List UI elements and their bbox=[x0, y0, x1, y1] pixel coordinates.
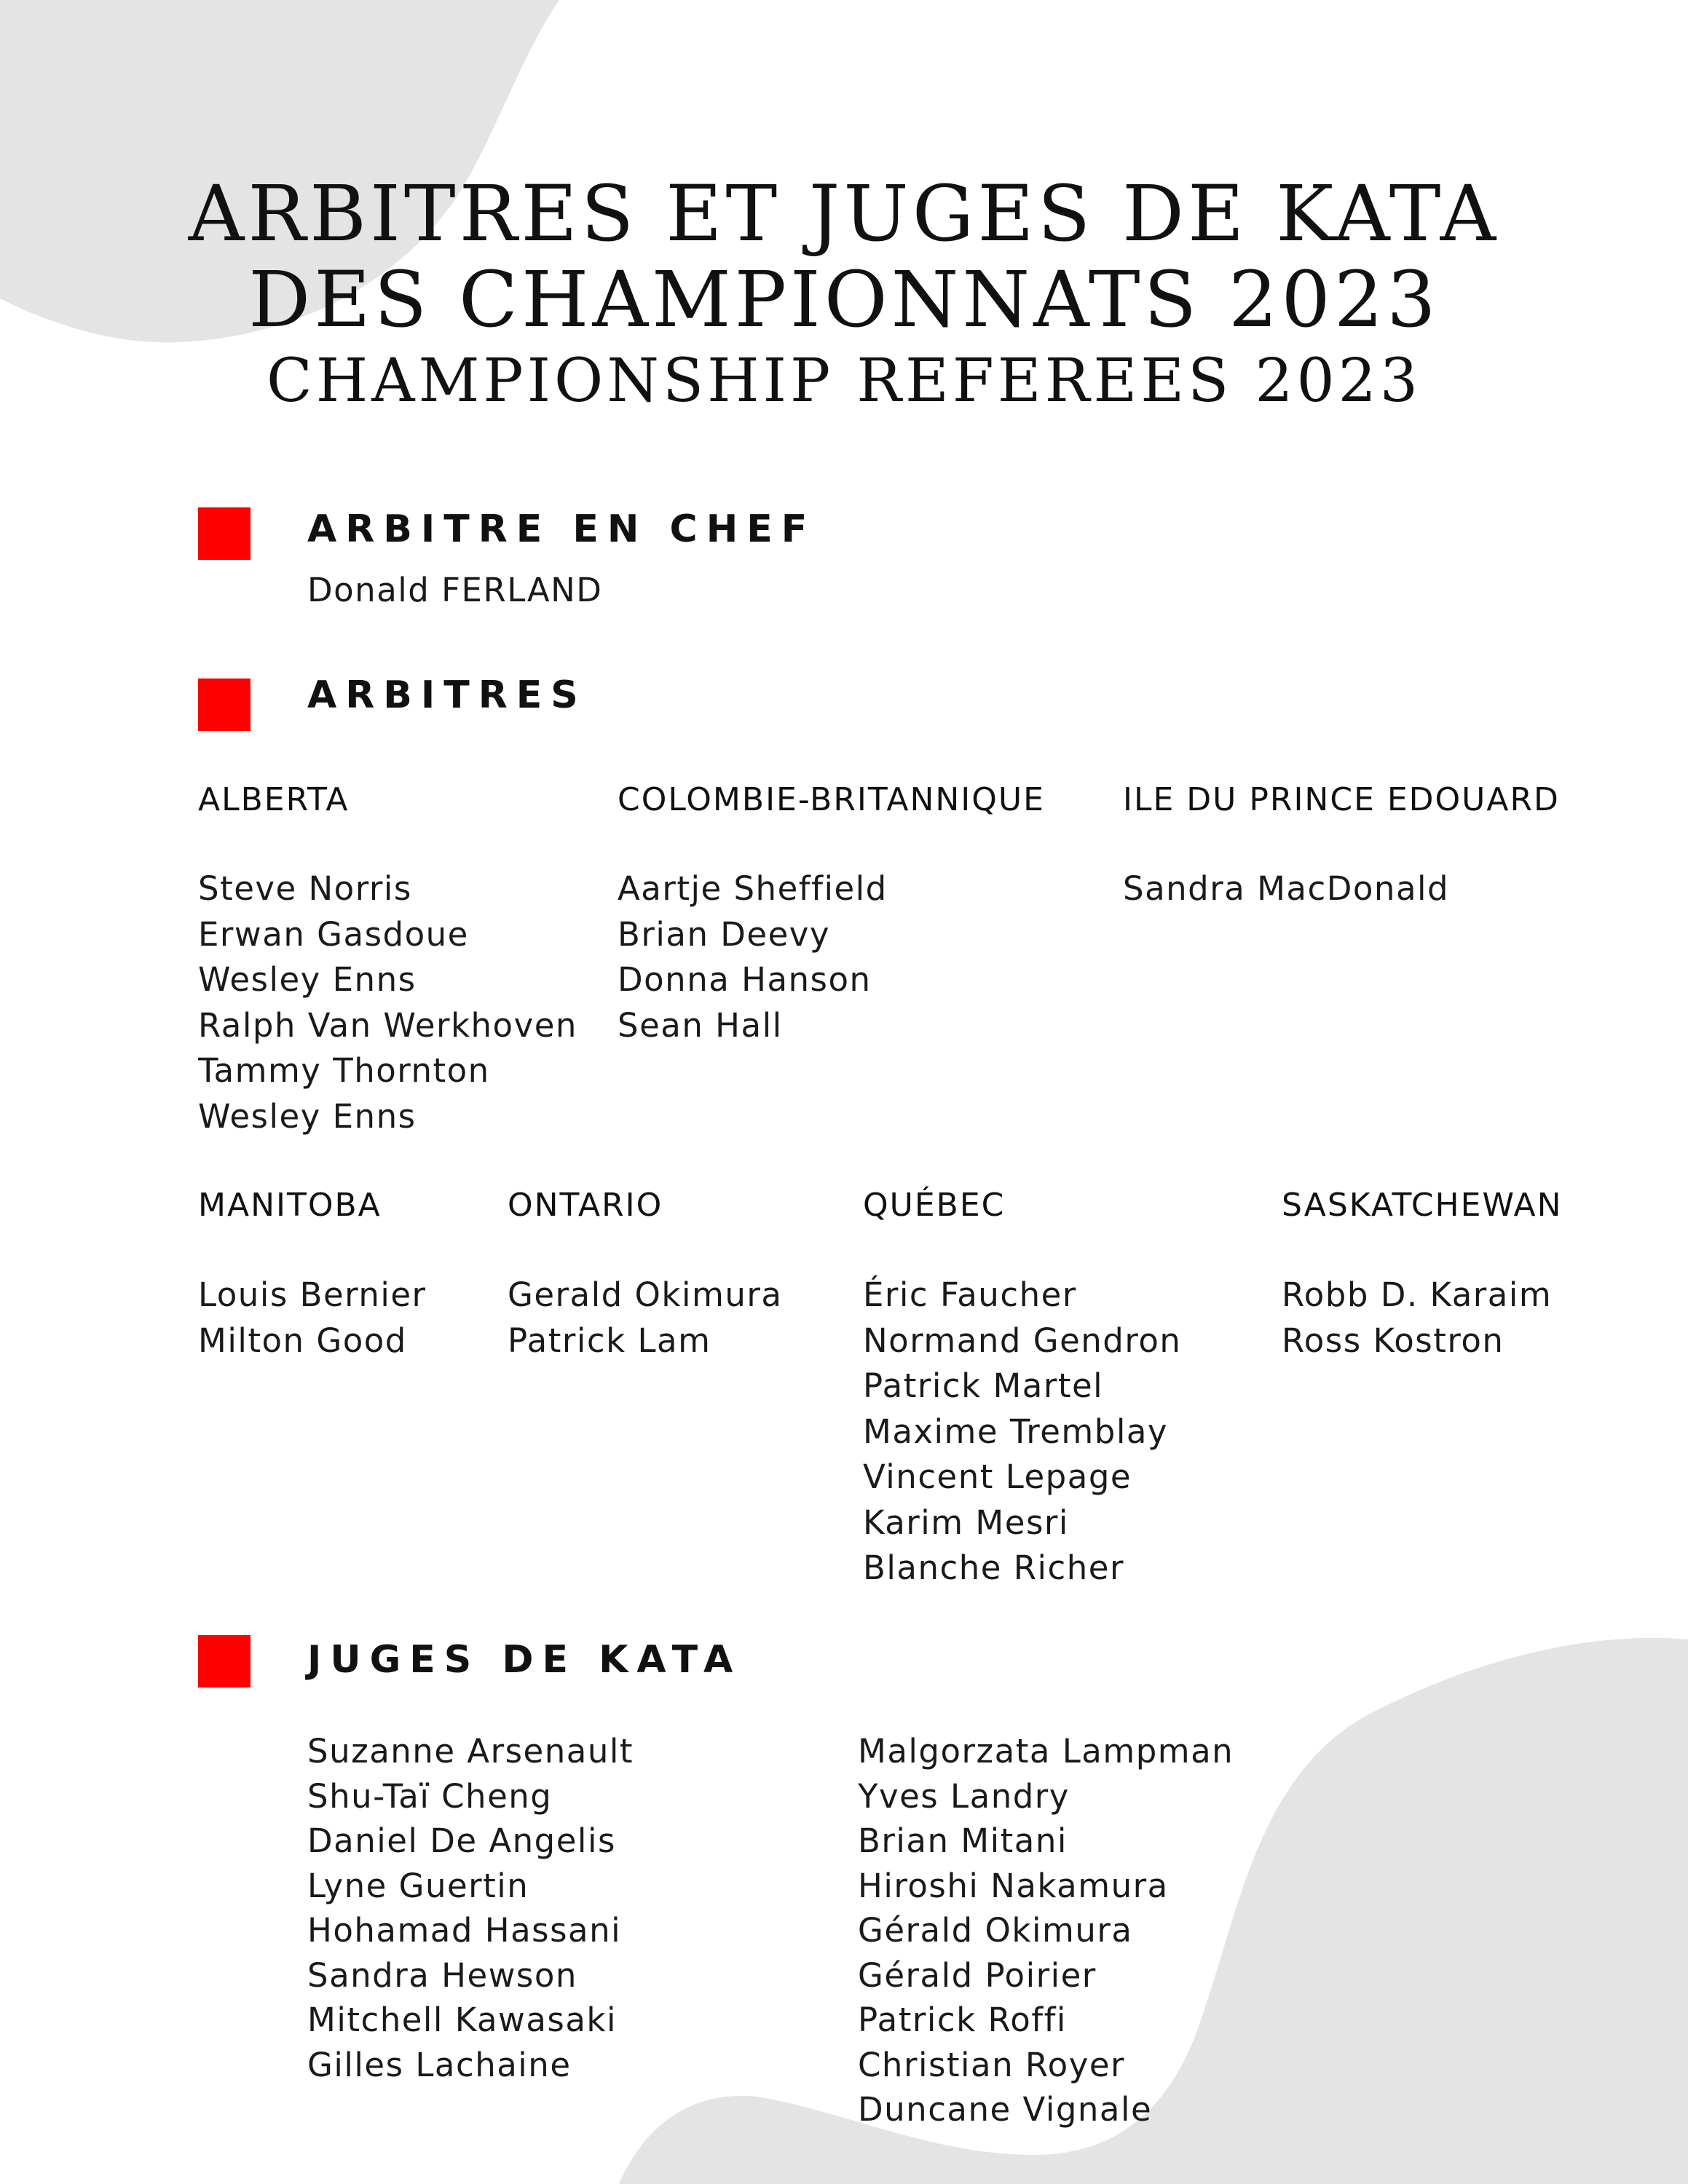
list-item: Aartje Sheffield bbox=[618, 869, 888, 908]
list-item: Daniel De Angelis bbox=[307, 1821, 616, 1860]
list-item: Ralph Van Werkhoven bbox=[198, 1005, 577, 1045]
section-marker-referees bbox=[198, 678, 251, 731]
section-marker-chief bbox=[198, 507, 251, 560]
list-item: Duncane Vignale bbox=[858, 2090, 1153, 2129]
list-item: Sandra Hewson bbox=[307, 1955, 577, 1995]
province-list-alberta bbox=[198, 866, 577, 1139]
list-item: Sandra MacDonald bbox=[1123, 869, 1450, 908]
list-item: Gerald Okimura bbox=[508, 1275, 783, 1314]
section-marker-kata bbox=[198, 1635, 251, 1688]
list-item: Brian Deevy bbox=[618, 914, 831, 954]
province-list-ontario bbox=[508, 1273, 782, 1364]
list-item: Sean Hall bbox=[618, 1005, 783, 1045]
province-heading-ile-du-prince-edouard: ILE DU PRINCE EDOUARD bbox=[1123, 781, 1560, 818]
title-line-1: ARBITRES ET JUGES DE KATA bbox=[188, 169, 1500, 258]
list-item: Yves Landry bbox=[858, 1776, 1070, 1816]
title-line-3: CHAMPIONSHIP REFEREES 2023 bbox=[266, 347, 1422, 416]
list-item: Éric Faucher bbox=[863, 1275, 1077, 1314]
list-item: Gérald Poirier bbox=[858, 1955, 1097, 1995]
list-item: Tammy Thornton bbox=[198, 1051, 490, 1090]
province-heading-ontario: ONTARIO bbox=[508, 1187, 663, 1224]
list-item: Blanche Richer bbox=[863, 1548, 1124, 1587]
list-item: Ross Kostron bbox=[1282, 1321, 1504, 1360]
list-item: Lyne Guertin bbox=[307, 1866, 529, 1905]
province-heading-saskatchewan: SASKATCHEWAN bbox=[1282, 1187, 1563, 1224]
list-item: Donna Hanson bbox=[618, 960, 872, 999]
list-item: Malgorzata Lampman bbox=[858, 1732, 1234, 1770]
list-item: Shu-Taï Cheng bbox=[307, 1776, 553, 1816]
list-item: Robb D. Karaim bbox=[1282, 1275, 1553, 1314]
list-item: Steve Norris bbox=[198, 869, 412, 908]
title-line-2: DES CHAMPIONNATS 2023 bbox=[248, 255, 1440, 344]
list-item: Hiroshi Nakamura bbox=[858, 1866, 1169, 1905]
province-heading-manitoba: MANITOBA bbox=[198, 1187, 382, 1224]
kata-list-column-1 bbox=[307, 1729, 634, 2087]
list-item: Maxime Tremblay bbox=[863, 1412, 1169, 1451]
province-heading-quebec: QUÉBEC bbox=[863, 1187, 1006, 1224]
list-item: Karim Mesri bbox=[863, 1503, 1069, 1542]
list-item: Erwan Gasdoue bbox=[198, 914, 469, 954]
province-list-ile-du-prince-edouard bbox=[1123, 866, 1449, 912]
province-list-quebec bbox=[863, 1273, 1181, 1591]
province-list-colombie-britannique bbox=[618, 866, 888, 1048]
province-heading-alberta: ALBERTA bbox=[198, 781, 350, 818]
page-title bbox=[0, 171, 1688, 420]
list-item: Patrick Martel bbox=[863, 1366, 1104, 1405]
section-heading-chief: ARBITRE EN CHEF bbox=[307, 507, 816, 551]
province-list-manitoba bbox=[198, 1273, 427, 1364]
list-item: Brian Mitani bbox=[858, 1821, 1068, 1860]
list-item: Patrick Lam bbox=[508, 1321, 711, 1360]
list-item: Wesley Enns bbox=[198, 960, 417, 999]
list-item: Patrick Roffi bbox=[858, 2001, 1067, 2039]
chief-referee-name: Donald FERLAND bbox=[307, 571, 603, 609]
list-item: Vincent Lepage bbox=[863, 1457, 1132, 1496]
province-list-saskatchewan bbox=[1282, 1273, 1552, 1364]
section-heading-kata: JUGES DE KATA bbox=[307, 1638, 742, 1682]
list-item: Mitchell Kawasaki bbox=[307, 2001, 617, 2039]
list-item: Wesley Enns bbox=[198, 1096, 417, 1136]
list-item: Gérald Okimura bbox=[858, 1911, 1133, 1950]
kata-list-column-2 bbox=[858, 1729, 1234, 2132]
list-item: Christian Royer bbox=[858, 2045, 1126, 2084]
list-item: Suzanne Arsenault bbox=[307, 1732, 634, 1770]
list-item: Louis Bernier bbox=[198, 1275, 427, 1314]
province-heading-colombie-britannique: COLOMBIE-BRITANNIQUE bbox=[618, 781, 1045, 818]
list-item: Hohamad Hassani bbox=[307, 1911, 622, 1950]
list-item: Gilles Lachaine bbox=[307, 2045, 572, 2084]
section-heading-referees: ARBITRES bbox=[307, 673, 587, 717]
list-item: Normand Gendron bbox=[863, 1321, 1182, 1360]
list-item: Milton Good bbox=[198, 1321, 407, 1360]
